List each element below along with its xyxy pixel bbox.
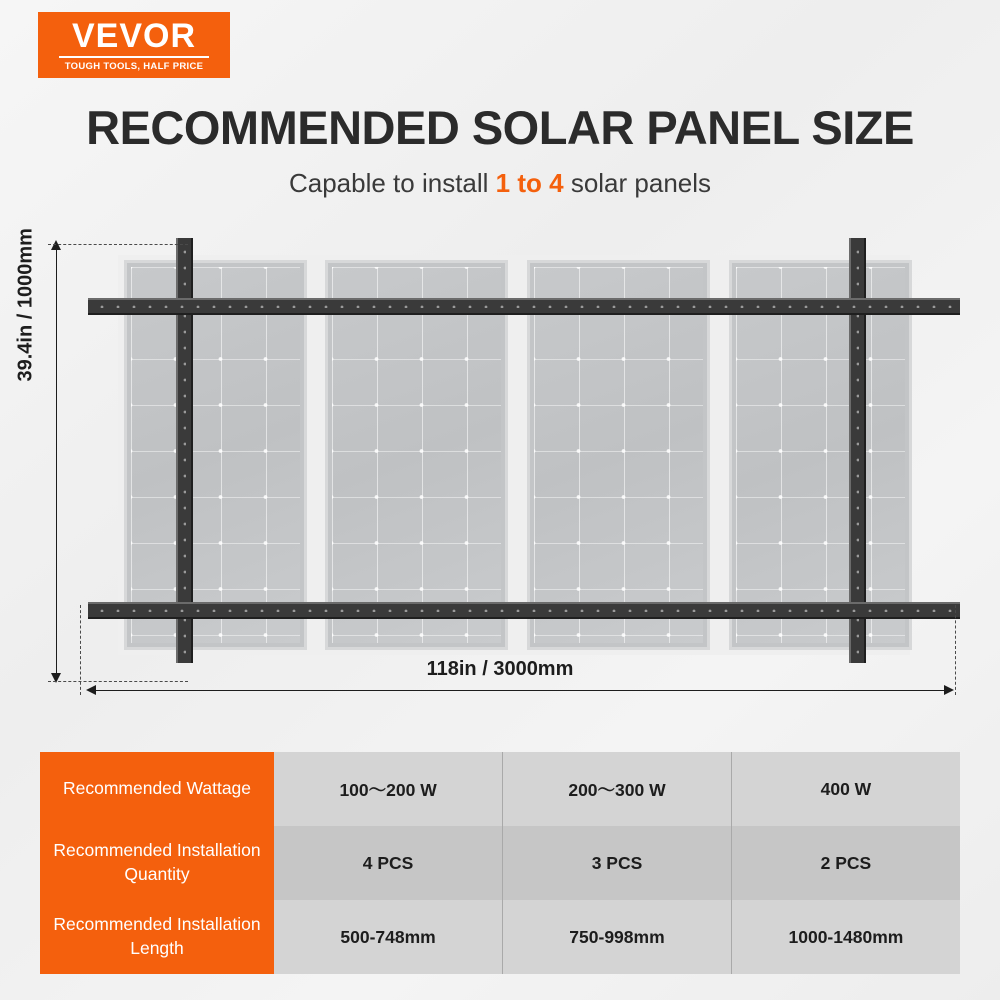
subtitle-suffix: solar panels	[563, 168, 712, 198]
horizontal-mounting-rail	[88, 298, 960, 315]
table-row	[40, 752, 960, 826]
logo-divider	[59, 56, 209, 58]
table-row	[40, 826, 960, 900]
height-extension-top	[48, 244, 188, 245]
brand-tagline: TOUGH TOOLS, HALF PRICE	[64, 60, 204, 72]
width-dimension-label: 118in / 3000mm	[426, 658, 574, 680]
vevor-logo	[38, 12, 230, 78]
horizontal-mounting-rail	[88, 602, 960, 619]
recommendation-table	[40, 752, 960, 974]
table-row	[40, 900, 960, 974]
solar-panel	[124, 260, 307, 650]
height-dimension-label: 39.4in / 1000mm	[14, 228, 37, 382]
height-extension-bottom	[48, 681, 188, 682]
row-label-length: Recommended Installation Length	[40, 900, 274, 974]
width-arrow-right-icon	[944, 685, 954, 695]
width-arrow-left-icon	[86, 685, 96, 695]
panel-cell-grid	[736, 267, 905, 643]
length-option-2: 750-998mm	[503, 900, 732, 974]
panel-cell-grid	[534, 267, 703, 643]
solar-panel	[527, 260, 710, 650]
wattage-option-1: 100～200 W	[274, 752, 503, 826]
panel-cell-grid	[332, 267, 501, 643]
corner-extension-right	[955, 605, 956, 695]
quantity-option-2: 3 PCS	[503, 826, 732, 900]
row-label-wattage: Recommended Wattage	[40, 752, 274, 826]
quantity-option-3: 2 PCS	[731, 826, 960, 900]
brand-name: VEVOR	[71, 16, 197, 55]
height-dimension-line	[56, 244, 57, 681]
width-dimension-line	[90, 690, 950, 691]
length-option-3: 1000-1480mm	[731, 900, 960, 974]
subtitle-highlight: 1 to 4	[495, 168, 564, 198]
subtitle-prefix: Capable to install	[288, 168, 496, 198]
page-title: RECOMMENDED SOLAR PANEL SIZE	[86, 101, 914, 154]
wattage-option-2: 200～300 W	[503, 752, 732, 826]
page-subtitle	[0, 168, 1000, 199]
corner-extension-left	[80, 605, 81, 695]
installation-diagram	[0, 230, 1000, 720]
panel-cell-grid	[131, 267, 300, 643]
length-option-1: 500-748mm	[274, 900, 503, 974]
wattage-option-3: 400 W	[731, 752, 960, 826]
solar-panel	[729, 260, 912, 650]
solar-panel	[325, 260, 508, 650]
quantity-option-1: 4 PCS	[274, 826, 503, 900]
height-arrow-up-icon	[51, 240, 61, 250]
row-label-quantity: Recommended Installation Quantity	[40, 826, 274, 900]
